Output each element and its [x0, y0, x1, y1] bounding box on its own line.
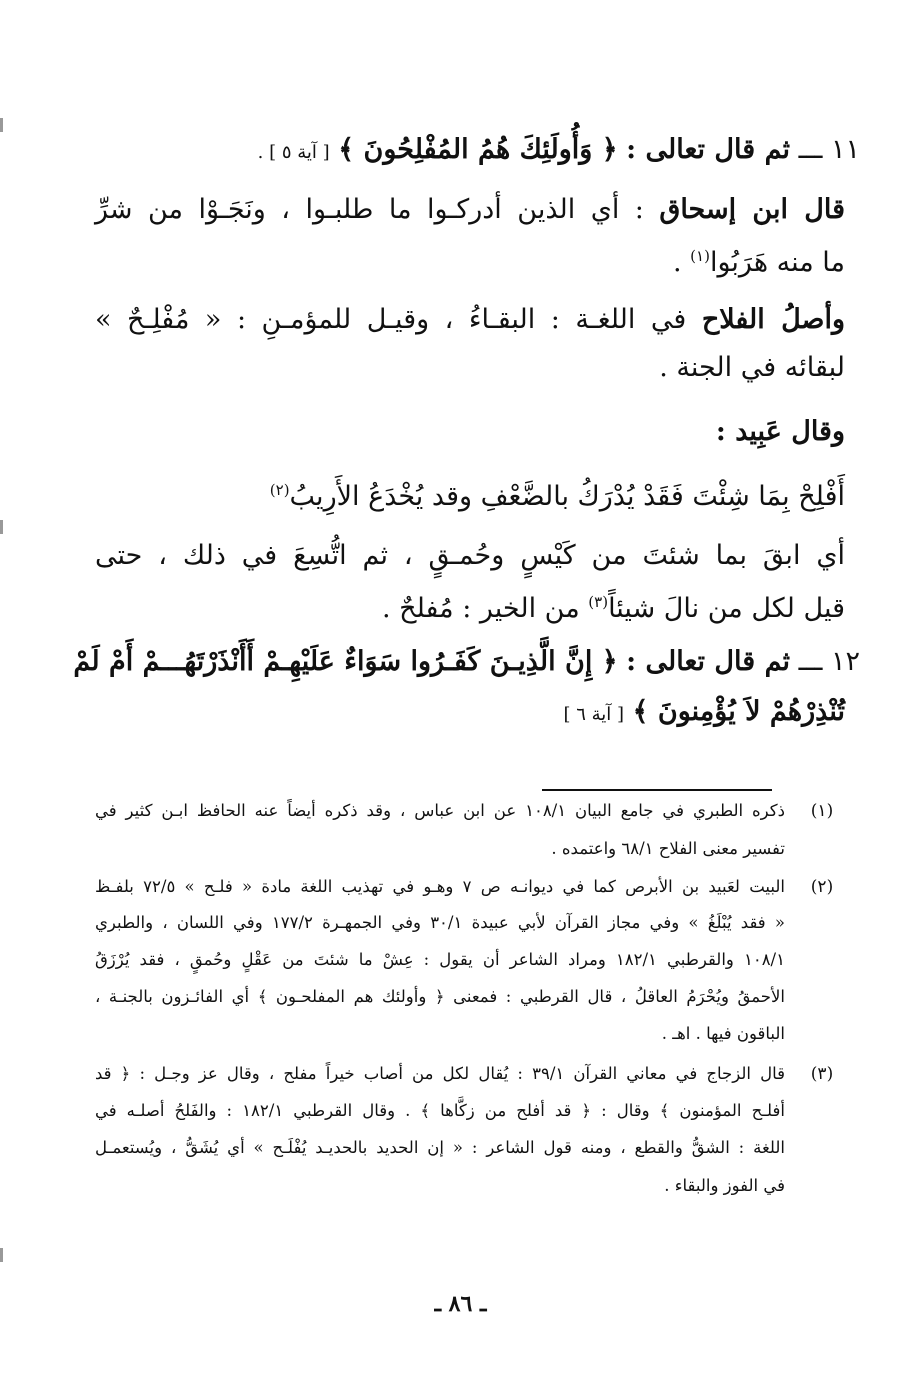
footnote-line: اللغة : الشقُّ والقطع ، ومنه قول الشاعر : « إن الحديد بالحديـد يُفْلَـح » أي يُشَقُّ ، ويُستعمـل: [95, 1138, 785, 1157]
quran-verse: ﴿ وَأُولَئِكَ هُمُ المُفْلِحُونَ ﴾: [338, 134, 618, 165]
footnote-number: (١): [810, 801, 834, 821]
section-12-heading-line2: [95, 692, 845, 735]
ubayd-heading: [95, 412, 845, 452]
paragraph-text: لبقائه في الجنة .: [659, 352, 845, 383]
paragraph-explanation-line2: [95, 582, 845, 629]
paragraph-text: قيل لكل من نالَ شيئاً: [608, 593, 845, 624]
footnote-line: الباقون فيها . اهـ .: [661, 1024, 785, 1043]
paragraph-text: : أي الذين أدركـوا ما طلبـوا ، ونَجَـوْا من شرِّ: [95, 194, 644, 225]
section-12-heading-line1: [73, 642, 860, 682]
footnote-ref-3: (٣): [588, 593, 609, 611]
paragraph-falah-line1: [95, 300, 845, 340]
section-number: ١١ ـــ: [798, 134, 860, 165]
scan-edge-mark: [0, 1248, 3, 1262]
poem-verse: [95, 470, 845, 517]
footnote-line: أفلـح المؤمنون ﴾ وقال : ﴿ قد أفلح من زكَّاها ﴾ . وقال القرطبي ١٨٢/١ : والفَلحُ أصلـه في: [95, 1101, 785, 1120]
paragraph-text: من الخير : مُفلحٌ .: [381, 593, 580, 624]
footnote-line: الأحمقُ ويُحْرَمُ العاقلُ ، قال القرطبي : فمعنى ﴿ وأولئك هم المفلحـون ﴾ أي الفائـزون بالجنـة ،: [95, 987, 785, 1006]
heading-text: وقال عَبِيد :: [715, 416, 845, 447]
footnote-number: (٢): [810, 877, 834, 897]
footnote-line: ذكره الطبري في جامع البيان ١٠٨/١ عن ابن عباس ، وقد ذكره أيضاً عنه الحافظ ابـن كثير في: [95, 801, 785, 820]
paragraph-text: أي ابقَ بما شئتَ من كَيْسٍ وحُمـقٍ ، ثم اتُّسِعَ في ذلك ، حتى: [95, 540, 845, 571]
paragraph-text: في اللغـة : البقـاءُ ، وقيـل للمؤمـنِ : « مُفْلِـحٌ »: [95, 304, 687, 335]
poem-text: أَفْلِحْ بِمَا شِئْتَ فَقَدْ يُدْرَكُ بالضَّعْفِ وقد يُخْدَعُ الأَرِيبُ: [289, 481, 845, 512]
footnote-ref-1: (١): [690, 247, 710, 265]
paragraph-text: ما منه هَرَبُوا: [709, 247, 845, 278]
verse-reference: [ آية ٦ ]: [563, 704, 625, 725]
paragraph-ibn-ishaq-line1: [95, 190, 845, 230]
bold-lead: وأصلُ الفلاح: [701, 304, 846, 335]
section-intro: ثم قال تعالى :: [626, 646, 791, 677]
footnote-line: البيت لعَبيد بن الأبرص كما في ديوانـه ص ٧ وهـو في تهذيب اللغة مادة « فلـح » ٧٢/٥ بلفـظ: [95, 877, 785, 896]
scan-edge-mark: [0, 520, 3, 534]
section-11-heading: [110, 130, 860, 173]
footnote-number: (٣): [810, 1064, 834, 1084]
paragraph-falah-line2: [95, 348, 845, 388]
footnote-ref-2: (٢): [269, 481, 290, 499]
scan-edge-mark: [0, 118, 3, 132]
footnote-line: في الفوز والبقاء .: [664, 1176, 785, 1195]
section-number: ١٢ ـــ: [798, 646, 860, 677]
footnote-separator: [542, 789, 772, 791]
paragraph-text-end: .: [672, 247, 682, 278]
footnote-line: « فقد يُبْلَغُ » وفي مجاز القرآن لأبي عبيدة ٣٠/١ وفي الجمهـرة ١٧٧/٢ وفي اللسان ، والطبري: [95, 913, 785, 932]
footnote-line: ١٠٨/١ والقرطبي ١٨٢/١ ومراد الشاعر أن يقول : عِشْ ما شئتَ من عَقْلٍ وحُمقٍ ، فقد يُرْزَقُ: [95, 950, 785, 969]
footnote-line: تفسير معنى الفلاح ٦٨/١ واعتمده .: [551, 839, 785, 858]
quran-verse: ﴿ إِنَّ الَّذِيـنَ كَفَـرُوا سَوَاءٌ عَلَيْهِـمْ أَأَنْذَرْتَهُـــمْ أَمْ لَمْ: [73, 646, 618, 677]
paragraph-ibn-ishaq-line2: [95, 236, 845, 283]
page-number: ـ ٨٦ ـ: [434, 1291, 487, 1317]
paragraph-explanation-line1: [95, 536, 845, 576]
bold-lead: قال ابن إسحاق: [659, 194, 845, 225]
quran-verse: تُنْذِرْهُمْ لاَ يُؤْمِنونَ ﴾: [632, 696, 845, 727]
section-intro: ثم قال تعالى :: [626, 134, 791, 165]
footnote-line: قال الزجاج في معاني القرآن ٣٩/١ : يُقال لكل من أصاب خيراً مفلح ، وقال عز وجـل : ﴿ قد: [95, 1064, 786, 1083]
verse-reference: [ آية ٥ ] .: [257, 142, 330, 163]
